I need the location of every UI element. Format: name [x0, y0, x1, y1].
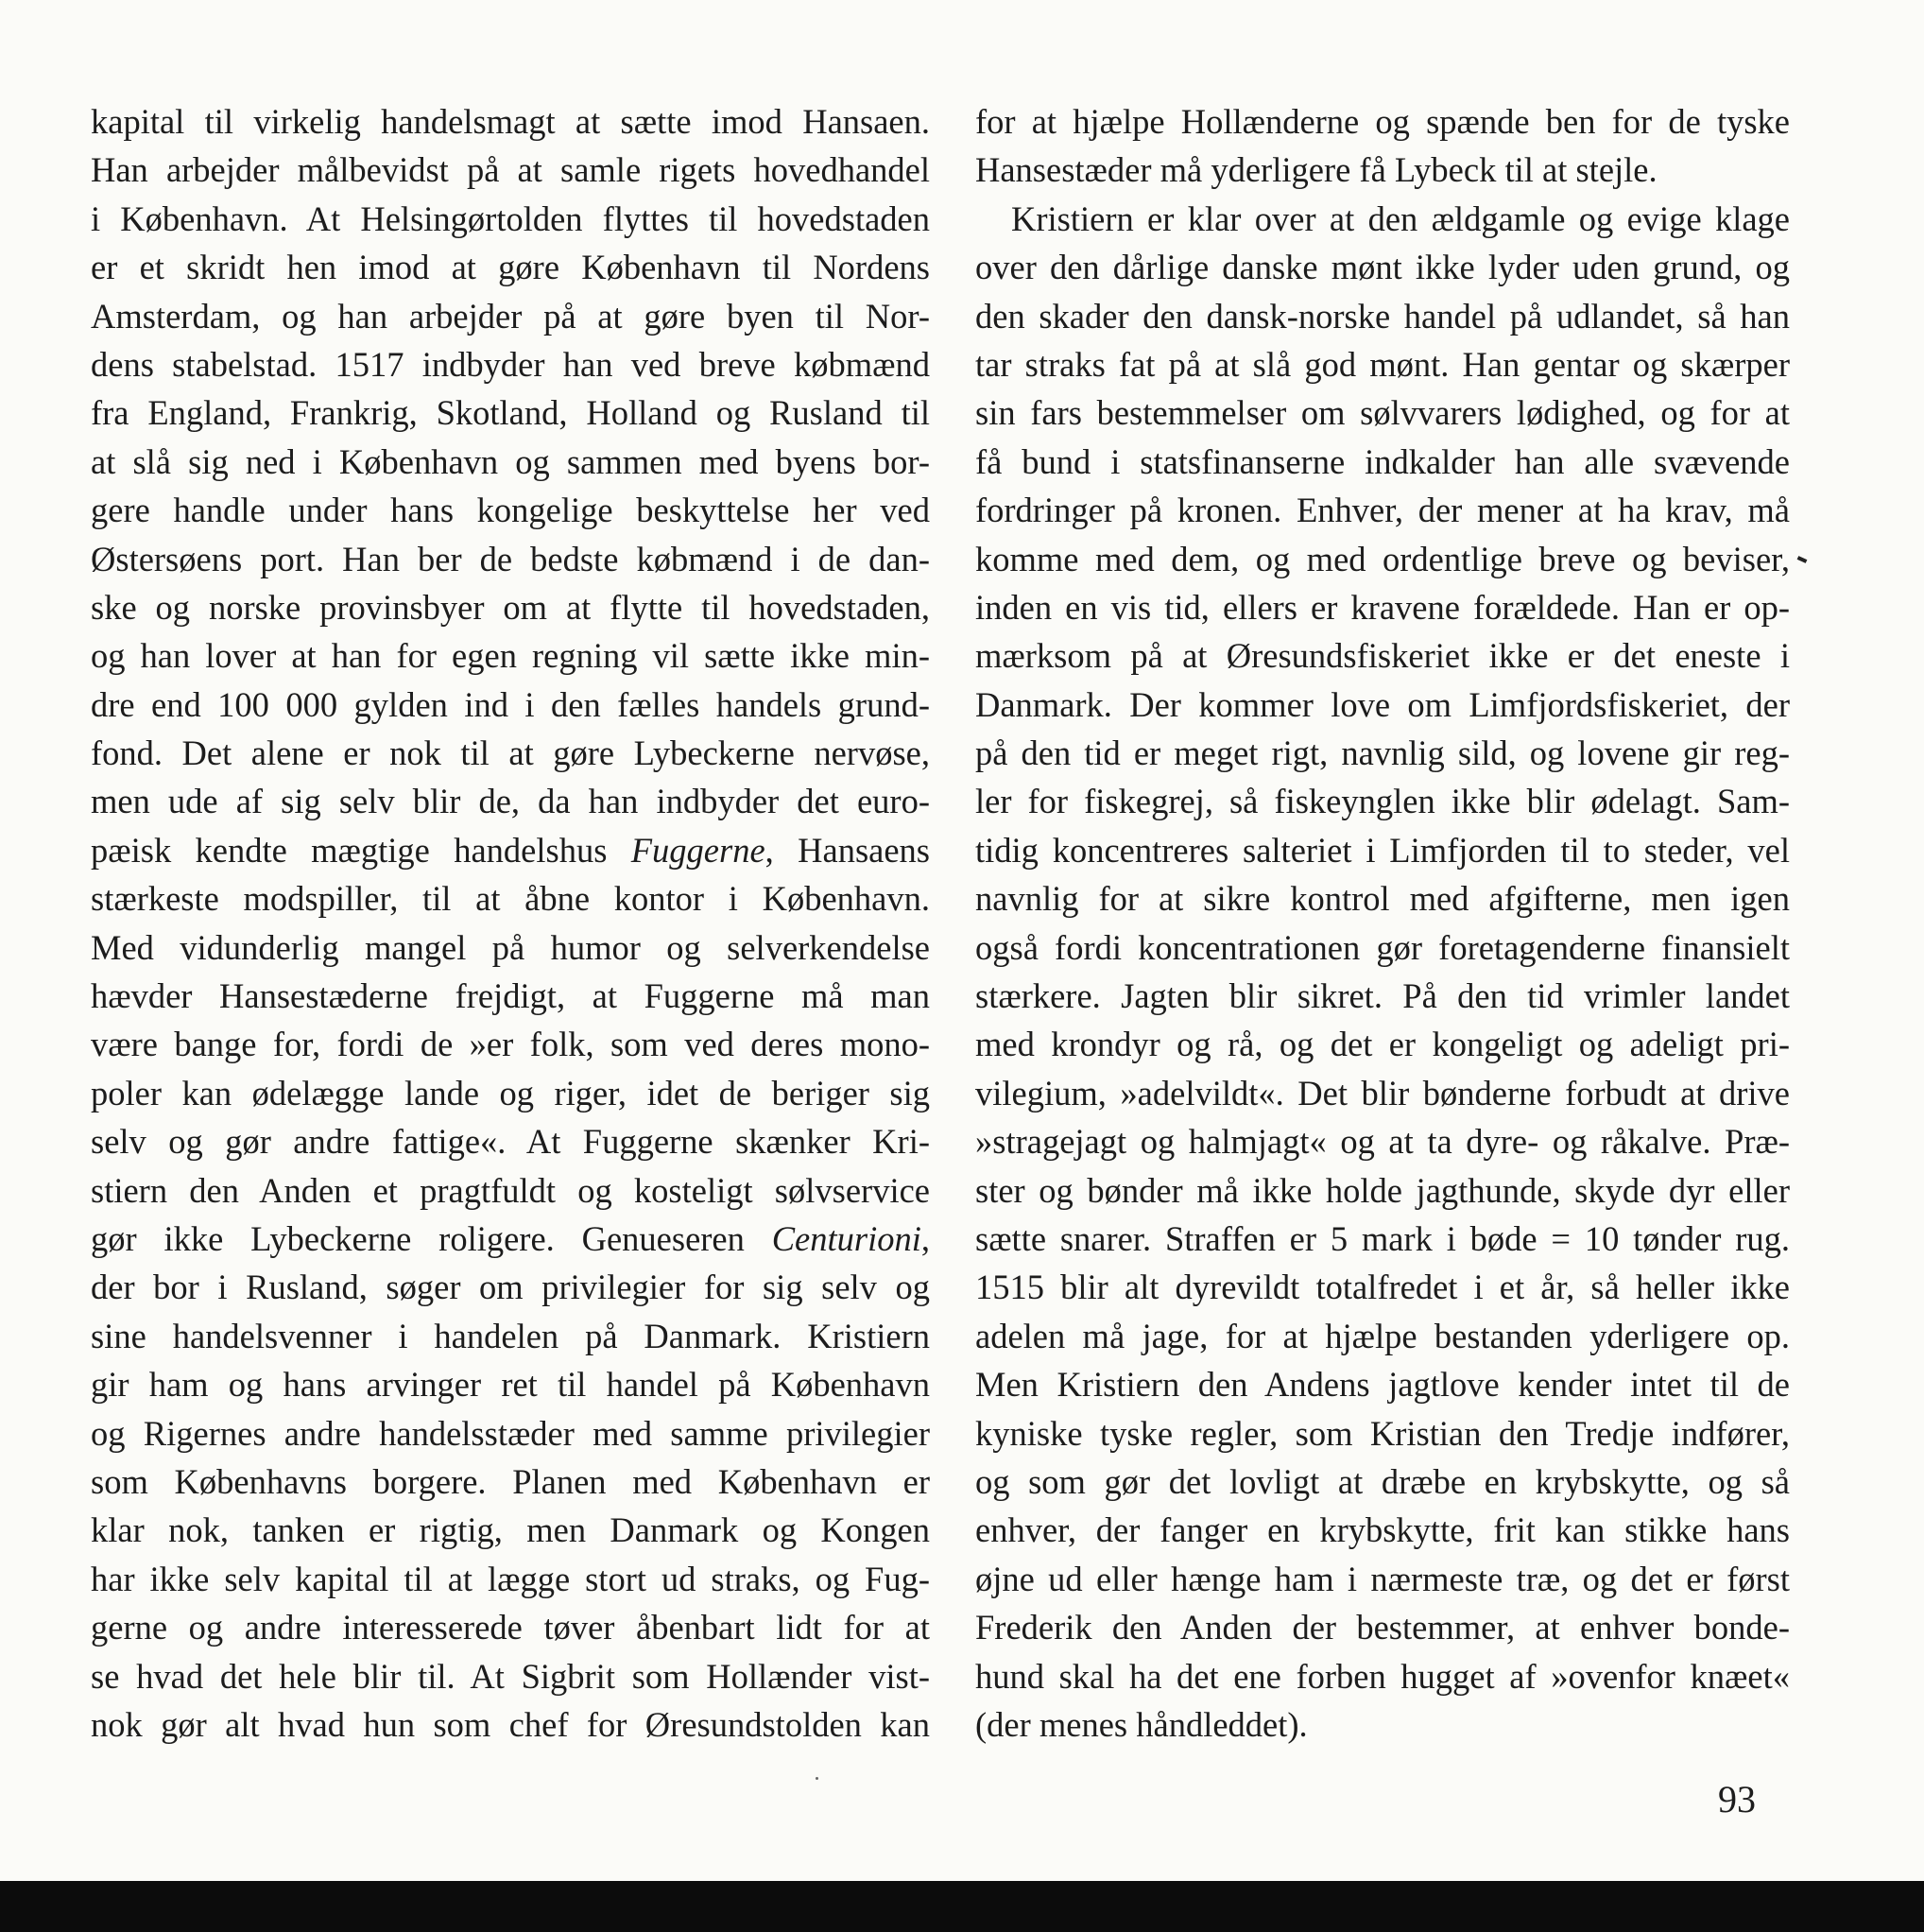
text-line: Han arbejder målbevidst på at samle rigets hovedhandel	[91, 150, 930, 190]
text-line: og Rigernes andre handelsstæder med samme privilegier	[91, 1413, 930, 1453]
text-line: klar nok, tanken er rigtig, men Danmark og Kongen	[91, 1510, 930, 1550]
text-line: sin fars bestemmelser om sølvvarers lødighed, og for at	[975, 393, 1790, 433]
text-line: stiern den Anden et pragtfuldt og kosteligt sølvservice	[91, 1170, 930, 1210]
text-line: Danmark. Der kommer love om Limfjordsfiskeriet, der	[975, 684, 1790, 724]
text-line: poler kan ødelægge lande og riger, idet de beriger sig	[91, 1073, 930, 1113]
text-line: Amsterdam, og han arbejder på at gøre byen til Nor-	[91, 296, 930, 336]
text-line: nok gør alt hvad hun som chef for Øresundstolden kan	[91, 1704, 930, 1744]
text-line: ske og norske provinsbyer om at flytte til hovedstaden,	[91, 587, 930, 627]
text-line: sine handelsvenner i handelen på Danmark. Kristiern	[91, 1316, 930, 1355]
text-line: og som gør det lovligt at dræbe en krybskytte, og så	[975, 1461, 1790, 1501]
stray-mark	[1797, 556, 1808, 563]
text-line: Østersøens port. Han ber de bedste købmænd i de dan-	[91, 539, 930, 578]
text-line: være bange for, fordi de »er folk, som ved deres mono-	[91, 1025, 930, 1064]
text-line: der bor i Rusland, søger om privilegier for sig selv og	[91, 1268, 930, 1307]
text-line: navnlig for at sikre kontrol med afgifterne, men igen	[975, 879, 1790, 919]
text-line: over den dårlige danske mønt ikke lyder uden grund, og	[975, 248, 1790, 287]
text-line: dre end 100 000 gylden ind i den fælles handels grund-	[91, 684, 930, 724]
paragraph-first-line: Kristiern er klar over at den ældgamle og evige klage	[1011, 198, 1790, 238]
text-line: vilegium, »adelvildt«. Det blir bønderne forbudt at drive	[975, 1073, 1790, 1113]
text-line: hund skal ha det ene forben hugget af »ovenfor knæet«	[975, 1656, 1790, 1696]
right-text-column	[975, 97, 1790, 1749]
text-line: på den tid er meget rigt, navnlig sild, og lovene gir reg-	[975, 733, 1790, 773]
text-line: at slå sig ned i København og sammen med byens bor-	[91, 441, 930, 481]
text-line: hævder Hansestæderne frejdigt, at Fuggerne må man	[91, 976, 930, 1016]
italic-name: Centurioni	[771, 1218, 921, 1258]
text-line: selv og gør andre fattige«. At Fuggerne skænker Kri-	[91, 1122, 930, 1162]
text-line: pæisk kendte mægtige handelshus Fuggerne, Hansaens	[91, 830, 930, 870]
text-line: Med vidunderlig mangel på humor og selverkendelse	[91, 927, 930, 967]
text-line: Men Kristiern den Andens jagtlove kender intet til de	[975, 1365, 1790, 1405]
text-line: som Københavns borgere. Planen med København er	[91, 1461, 930, 1501]
text-line: mærksom på at Øresundsfiskeriet ikke er det eneste i	[975, 636, 1790, 676]
text-line: gir ham og hans arvinger ret til handel på København	[91, 1365, 930, 1405]
text-line: Frederik den Anden der bestemmer, at enhver bonde-	[975, 1608, 1790, 1647]
text-line: stærkere. Jagten blir sikret. På den tid vrimler landet	[975, 976, 1790, 1016]
text-line: fordringer på kronen. Enhver, der mener at ha krav, må	[975, 491, 1790, 530]
text-line: gør ikke Lybeckerne roligere. Genueseren Centurioni,	[91, 1218, 930, 1258]
text-line: med krondyr og rå, og det er kongeligt og adeligt pri-	[975, 1025, 1790, 1064]
text-line: dens stabelstad. 1517 indbyder han ved breve købmænd	[91, 344, 930, 384]
text-line: enhver, der fanger en krybskytte, frit kan stikke hans	[975, 1510, 1790, 1550]
text-line: stærkeste modspiller, til at åbne kontor i København.	[91, 879, 930, 919]
italic-name: Fuggerne	[630, 830, 765, 870]
scan-edge-band	[0, 1881, 1924, 1932]
text-line: sætte snarer. Straffen er 5 mark i bøde = 10 tønder rug.	[975, 1218, 1790, 1258]
text-line: gerne og andre interesserede tøver åbenbart lidt for at	[91, 1608, 930, 1647]
text-line: tidig koncentreres salteriet i Limfjorden til to steder, vel	[975, 830, 1790, 870]
text-line: se hvad det hele blir til. At Sigbrit som Hollænder vist-	[91, 1656, 930, 1696]
text-line: i København. At Helsingørtolden flyttes til hovedstaden	[91, 198, 930, 238]
text-line: for at hjælpe Hollænderne og spænde ben for de tyske	[975, 102, 1790, 141]
text-line: inden en vis tid, ellers er kravene forældede. Han er op-	[975, 587, 1790, 627]
text-line: 1515 blir alt dyrevildt totalfredet i et år, så heller ikke	[975, 1268, 1790, 1307]
text-line: øjne ud eller hænge ham i nærmeste træ, og det er først	[975, 1559, 1790, 1598]
left-text-column	[91, 97, 930, 1749]
text-line: få bund i statsfinanserne indkalder han alle svævende	[975, 441, 1790, 481]
text-line: komme med dem, og med ordentlige breve og beviser,	[975, 539, 1790, 578]
text-line: ster og bønder må ikke holde jagthunde, skyde dyr eller	[975, 1170, 1790, 1210]
text-line: fond. Det alene er nok til at gøre Lybeckerne nervøse,	[91, 733, 930, 773]
text-line: også fordi koncentrationen gør foretagenderne finansielt	[975, 927, 1790, 967]
text-line: adelen må jage, for at hjælpe bestanden yderligere op.	[975, 1316, 1790, 1355]
text-line: tar straks fat på at slå god mønt. Han gentar og skærper	[975, 344, 1790, 384]
text-line: har ikke selv kapital til at lægge stort ud straks, og Fug-	[91, 1559, 930, 1598]
page-number: 93	[1718, 1778, 1756, 1820]
text-line: er et skridt hen imod at gøre København til Nordens	[91, 248, 930, 287]
text-line: Hansestæder må yderligere få Lybeck til at stejle.	[975, 150, 1658, 190]
text-line: men ude af sig selv blir de, da han indbyder det euro-	[91, 782, 930, 821]
text-line: ler for fiskegrej, så fiskeynglen ikke blir ødelagt. Sam-	[975, 782, 1790, 821]
text-line: (der menes håndleddet).	[975, 1704, 1308, 1744]
text-line: »stragejagt og halmjagt« og at ta dyre- og råkalve. Præ-	[975, 1122, 1790, 1162]
stray-dot	[816, 1777, 818, 1780]
text-line: fra England, Frankrig, Skotland, Holland og Rusland til	[91, 393, 930, 433]
text-line: den skader den dansk-norske handel på udlandet, så han	[975, 296, 1790, 336]
text-line: og han lover at han for egen regning vil sætte ikke min-	[91, 636, 930, 676]
text-line: gere handle under hans kongelige beskyttelse her ved	[91, 491, 930, 530]
text-line: kyniske tyske regler, som Kristian den Tredje indfører,	[975, 1413, 1790, 1453]
text-line: kapital til virkelig handelsmagt at sætte imod Hansaen.	[91, 102, 930, 141]
